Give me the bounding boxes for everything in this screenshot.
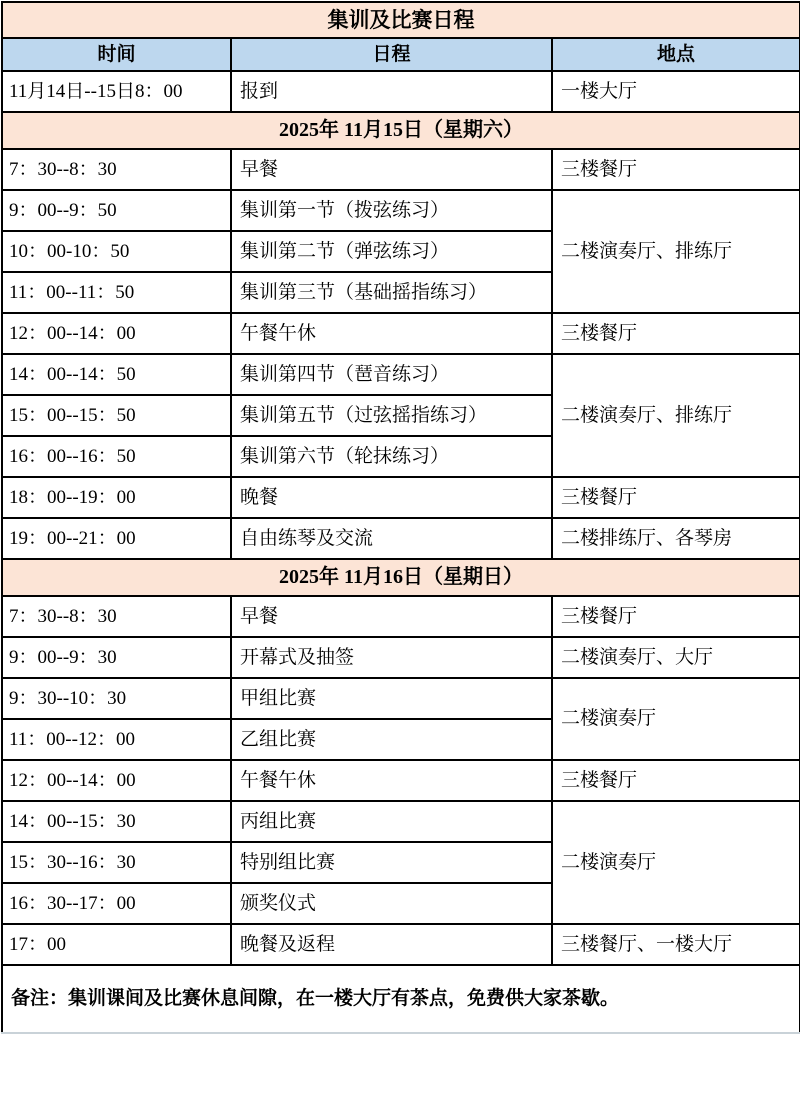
event-cell: 早餐	[231, 149, 552, 190]
table-row	[2, 760, 800, 801]
table-row	[2, 477, 800, 518]
location-cell: 二楼演奏厅、大厅	[552, 637, 800, 678]
event-cell: 集训第三节（基础摇指练习）	[231, 272, 552, 313]
table-row	[2, 71, 800, 112]
time-cell: 7：30--8：30	[2, 149, 231, 190]
event-cell: 特别组比赛	[231, 842, 552, 883]
table-row	[2, 190, 800, 231]
event-cell: 自由练琴及交流	[231, 518, 552, 559]
location-cell: 二楼排练厅、各琴房	[552, 518, 800, 559]
event-cell: 甲组比赛	[231, 678, 552, 719]
event-cell: 开幕式及抽签	[231, 637, 552, 678]
column-header: 日程	[231, 38, 552, 71]
table-row	[2, 678, 800, 719]
time-cell: 19：00--21：00	[2, 518, 231, 559]
table-row	[2, 2, 800, 38]
event-cell: 集训第二节（弹弦练习）	[231, 231, 552, 272]
time-cell: 18：00--19：00	[2, 477, 231, 518]
table-row	[2, 559, 800, 596]
column-header: 时间	[2, 38, 231, 71]
location-cell: 三楼餐厅	[552, 149, 800, 190]
table-row	[2, 149, 800, 190]
time-cell: 15：30--16：30	[2, 842, 231, 883]
section-header: 2025年 11月15日（星期六）	[2, 112, 800, 149]
time-cell: 15：00--15：50	[2, 395, 231, 436]
location-cell: 一楼大厅	[552, 71, 800, 112]
section-header: 2025年 11月16日（星期日）	[2, 559, 800, 596]
location-cell: 三楼餐厅	[552, 596, 800, 637]
event-cell: 午餐午休	[231, 760, 552, 801]
note-text: 备注：集训课间及比赛休息间隙，在一楼大厅有茶点，免费供大家茶歇。	[2, 965, 800, 1033]
location-cell: 三楼餐厅	[552, 477, 800, 518]
schedule-table	[1, 1, 800, 1034]
table-row	[2, 518, 800, 559]
time-cell: 14：00--15：30	[2, 801, 231, 842]
column-header: 地点	[552, 38, 800, 71]
time-cell: 14：00--14：50	[2, 354, 231, 395]
event-cell: 报到	[231, 71, 552, 112]
time-cell: 9：00--9：30	[2, 637, 231, 678]
location-cell: 二楼演奏厅、排练厅	[552, 190, 800, 313]
time-cell: 16：30--17：00	[2, 883, 231, 924]
time-cell: 11：00--11：50	[2, 272, 231, 313]
event-cell: 集训第四节（琶音练习）	[231, 354, 552, 395]
table-row	[2, 801, 800, 842]
time-cell: 9：00--9：50	[2, 190, 231, 231]
location-cell: 二楼演奏厅	[552, 801, 800, 924]
time-cell: 12：00--14：00	[2, 760, 231, 801]
table-title: 集训及比赛日程	[2, 2, 800, 38]
event-cell: 午餐午休	[231, 313, 552, 354]
table-row	[2, 112, 800, 149]
event-cell: 集训第六节（轮抹练习）	[231, 436, 552, 477]
location-cell: 三楼餐厅	[552, 313, 800, 354]
time-cell: 17：00	[2, 924, 231, 965]
event-cell: 丙组比赛	[231, 801, 552, 842]
table-row	[2, 313, 800, 354]
event-cell: 集训第一节（拨弦练习）	[231, 190, 552, 231]
event-cell: 集训第五节（过弦摇指练习）	[231, 395, 552, 436]
schedule-body	[2, 2, 800, 1033]
location-cell: 三楼餐厅	[552, 760, 800, 801]
table-row	[2, 637, 800, 678]
event-cell: 晚餐	[231, 477, 552, 518]
table-row	[2, 965, 800, 1033]
time-cell: 11月14日--15日8：00	[2, 71, 231, 112]
event-cell: 乙组比赛	[231, 719, 552, 760]
table-row	[2, 354, 800, 395]
table-row	[2, 596, 800, 637]
time-cell: 16：00--16：50	[2, 436, 231, 477]
time-cell: 10：00-10：50	[2, 231, 231, 272]
event-cell: 早餐	[231, 596, 552, 637]
location-cell: 三楼餐厅、一楼大厅	[552, 924, 800, 965]
table-row	[2, 38, 800, 71]
time-cell: 9：30--10：30	[2, 678, 231, 719]
table-row	[2, 924, 800, 965]
time-cell: 7：30--8：30	[2, 596, 231, 637]
event-cell: 晚餐及返程	[231, 924, 552, 965]
time-cell: 11：00--12：00	[2, 719, 231, 760]
location-cell: 二楼演奏厅	[552, 678, 800, 760]
time-cell: 12：00--14：00	[2, 313, 231, 354]
location-cell: 二楼演奏厅、排练厅	[552, 354, 800, 477]
event-cell: 颁奖仪式	[231, 883, 552, 924]
